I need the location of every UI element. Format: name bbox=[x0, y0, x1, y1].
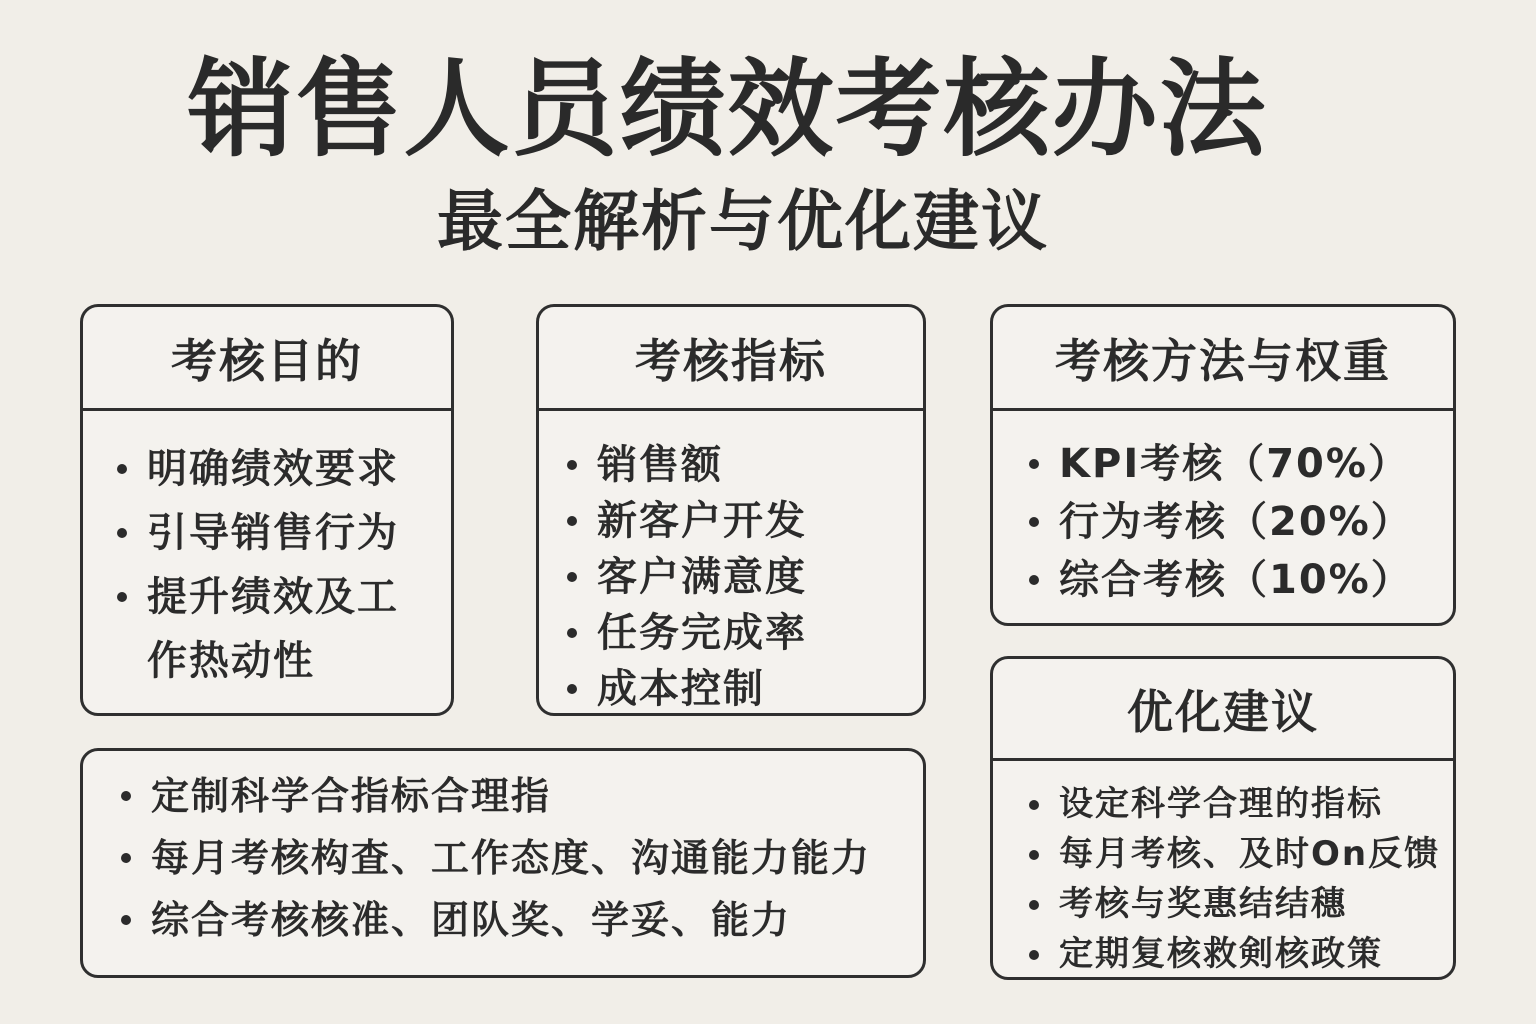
list-item bbox=[597, 437, 923, 493]
suggestions-card-header: 优化建议 bbox=[993, 659, 1453, 761]
page-title: 销售人员绩效考核办法 bbox=[187, 48, 1268, 171]
indicators-card bbox=[536, 304, 926, 716]
list-item-text: 提升绩效及工作热动性 bbox=[147, 574, 399, 684]
methods-list bbox=[993, 411, 1453, 609]
purpose-card bbox=[80, 304, 454, 716]
list-item-text: 设定科学合理的指标 bbox=[1059, 784, 1383, 824]
list-item-text: 成本控制 bbox=[597, 666, 765, 712]
list-item bbox=[597, 605, 923, 661]
list-item-text: 每月考核构査、工作态度、沟通能力能力 bbox=[151, 836, 872, 880]
bullet-icon bbox=[567, 628, 577, 638]
list-item bbox=[147, 501, 427, 565]
list-item-text: 行为考核（20%） bbox=[1059, 499, 1413, 545]
bullet-icon bbox=[1029, 517, 1039, 527]
list-item bbox=[1059, 929, 1453, 979]
list-item bbox=[147, 565, 427, 693]
methods-card-header: 考核方法与权重 bbox=[993, 307, 1453, 411]
bullet-icon bbox=[117, 592, 127, 602]
bullet-icon bbox=[567, 684, 577, 694]
purpose-card-header: 考核目的 bbox=[83, 307, 451, 411]
list-item bbox=[597, 549, 923, 605]
list-item bbox=[597, 661, 923, 716]
bullet-icon bbox=[567, 572, 577, 582]
list-item bbox=[1059, 879, 1453, 929]
list-item bbox=[1059, 779, 1453, 829]
bullet-icon bbox=[1029, 850, 1039, 860]
list-item-text: 综合考核（10%） bbox=[1059, 557, 1413, 603]
list-item bbox=[151, 765, 923, 827]
details-card bbox=[80, 748, 926, 978]
list-item bbox=[597, 493, 923, 549]
list-item bbox=[151, 827, 923, 889]
list-item-text: 明确绩效要求 bbox=[147, 446, 399, 492]
methods-card bbox=[990, 304, 1456, 626]
list-item-text: 引导销售行为 bbox=[147, 510, 399, 556]
list-item bbox=[1059, 829, 1453, 879]
bullet-icon bbox=[567, 516, 577, 526]
page-subtitle: 最全解析与优化建议 bbox=[437, 183, 1049, 260]
bullet-icon bbox=[1029, 900, 1039, 910]
details-list bbox=[83, 751, 923, 951]
list-item bbox=[151, 889, 923, 951]
list-item bbox=[1059, 551, 1453, 609]
list-item-text: 客户满意度 bbox=[597, 554, 807, 600]
list-item bbox=[1059, 493, 1453, 551]
list-item bbox=[147, 437, 427, 501]
bullet-icon bbox=[121, 853, 131, 863]
indicators-card-header: 考核指标 bbox=[539, 307, 923, 411]
bullet-icon bbox=[117, 528, 127, 538]
list-item-text: KPI考核（70%） bbox=[1059, 441, 1410, 487]
suggestions-card bbox=[990, 656, 1456, 980]
purpose-list bbox=[83, 411, 451, 693]
bullet-icon bbox=[1029, 800, 1039, 810]
bullet-icon bbox=[1029, 575, 1039, 585]
bullet-icon bbox=[1029, 950, 1039, 960]
list-item-text: 每月考核、及时On反馈 bbox=[1059, 834, 1441, 874]
list-item-text: 任务完成率 bbox=[597, 610, 807, 656]
list-item-text: 定期复核救剣核政策 bbox=[1059, 934, 1383, 974]
bullet-icon bbox=[567, 460, 577, 470]
list-item-text: 新客户开发 bbox=[597, 498, 807, 544]
suggestions-list bbox=[993, 761, 1453, 979]
indicators-list bbox=[539, 411, 923, 716]
list-item bbox=[1059, 435, 1453, 493]
bullet-icon bbox=[121, 915, 131, 925]
list-item-text: 考核与奖惠结结穗 bbox=[1059, 884, 1347, 924]
list-item-text: 定制科学合指标合理指 bbox=[151, 774, 552, 818]
bullet-icon bbox=[117, 464, 127, 474]
bullet-icon bbox=[1029, 459, 1039, 469]
list-item-text: 销售额 bbox=[597, 442, 723, 488]
list-item-text: 综合考核核准、团队奖、学妥、能力 bbox=[151, 898, 792, 942]
bullet-icon bbox=[121, 791, 131, 801]
